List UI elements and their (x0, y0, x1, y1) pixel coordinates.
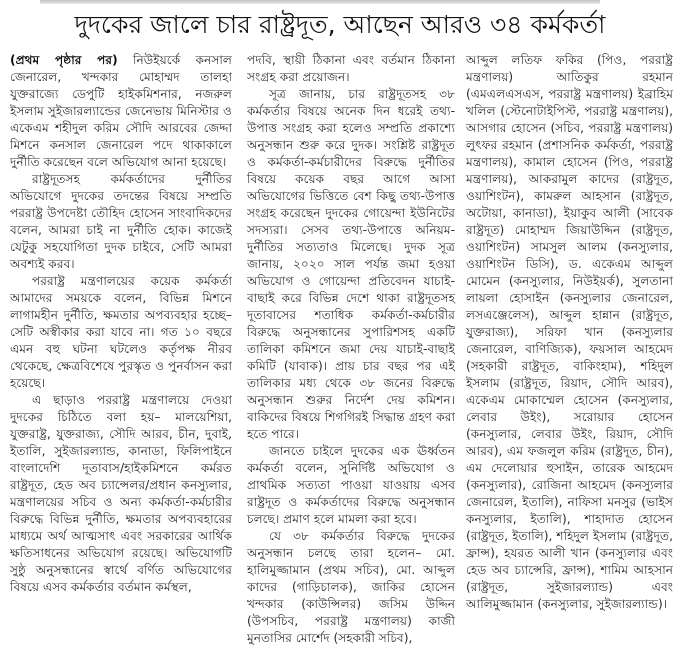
cropped-previous-line (40, 0, 600, 4)
paragraph: রাষ্ট্রদূতসহ কর্মকর্তাদের দুর্নীতির অভিযোগে দুদকের তদন্তের বিষয়ে সম্প্রতি পররাষ্ট্র উপদেষ্টা তৌহিদ হোসেন সাংবাদিকদের বলেন, আমরা চাই না দুর্নীতি হোক। কাজেই যেটুকু সহযোগিতা দুদক চাইবে, সেটি আমরা অবশ্যই করব। (10, 172, 232, 271)
paragraph: পদবি, স্থায়ী ঠিকানা এবং বর্তমান ঠিকানা সংগ্রহ করা প্রয়োজন। (247, 53, 455, 84)
continuation-marker: (প্রথম পৃষ্ঠার পর) (10, 53, 118, 67)
article-column-2 (247, 52, 455, 647)
article-column-1 (10, 52, 232, 596)
paragraph: জানতে চাইলে দুদকের এক ঊর্ধ্বতন কর্মকর্তা বলেন, সুনির্দিষ্ট অভিযোগ ও প্রাথমিক সত্যতা পাওয়া যাওয়ায় এসব রাষ্ট্রদূত ও কর্মকর্তাদের বিরুদ্ধে অনুসন্ধান চলছে। প্রমাণ হলে মামলা করা হবে। (247, 444, 455, 526)
paragraph: এ ছাড়াও পররাষ্ট্র মন্ত্রণালয়ে দেওয়া দুদকের চিঠিতে বলা হয়– মালয়েশিয়া, যুক্তরাষ্ট্র, যুক্তরাজ্য, সৌদি আরব, চীন, দুবাই, ইতালি, সুইজারল্যান্ড, কানাডা, ফিলিপাইনে বাংলাদেশি দূতাবাস/হাইকমিশনে কর্মরত রাষ্ট্রদূত, হেড অব চ্যান্সেলর/প্রধান কনস্যুলার, মন্ত্রণালয়ের সচিব ও অন্য কর্মকর্তা-কর্মচারীর বিরুদ্ধে বিভিন্ন দুর্নীতি, ক্ষমতার অপব্যবহারের মাধ্যমে অর্থ আত্মসাৎ এবং সরকারের আর্থিক ক্ষতিসাধনের অভিযোগ রয়েছে। অভিযোগটি সুষ্ঠু অনুসন্ধানের স্বার্থে বর্ণিত অভিযোগের বিষয়ে এসব কর্মকর্তার বর্তমান কর্মস্থল, (10, 393, 232, 594)
headline: দুদকের জালে চার রাষ্ট্রদূত, আছেন আরও ৩৪ কর্মকর্তা (74, 10, 606, 39)
article-column-3 (466, 52, 673, 613)
paragraph: পররাষ্ট্র মন্ত্রণালয়ের কয়েক কর্মকর্তা আমাদের সময়কে বলেন, বিভিন্ন মিশনে লাগামহীন দুর্নীতি, ক্ষমতার অপব্যবহার হচ্ছে– সেটি অস্বীকার করা যাবে না। গত ১০ বছরে এমন বহু ঘটনা ঘটলেও কর্তৃপক্ষ নীরব থেকেছে, ক্ষেত্রবিশেষে পুরস্কৃত ও পুনর্বাসন করা হয়েছে। (10, 274, 232, 390)
paragraph (10, 52, 232, 171)
paragraph: সূত্র জানায়, চার রাষ্ট্রদূতসহ ৩৮ কর্মকর্তার বিষয়ে অনেক দিন ধরেই তথ্য-উপাত্ত সংগ্রহ করা হলেও সম্প্রতি প্রকাশ্যে অনুসন্ধান শুরু করে দুদক। সংশ্লিষ্ট রাষ্ট্রদূত ও কর্মকর্তা-কর্মচারীদের বিরুদ্ধে দুর্নীতির বিষয়ে কয়েক বছর আগে আসা অভিযোগের ভিত্তিতে বেশ কিছু তথ্য-উপাত্ত সংগ্রহ করেছেন দুদকের গোয়েন্দা ইউনিটের সদস্যরা। সেসব তথ্য-উপাত্তে অনিয়ম-দুর্নীতির সত্যতাও মিলেছে। দুদক সূত্র জানায়, ২০২০ সাল পর্যন্ত জমা হওয়া অভিযোগ ও গোয়েন্দা প্রতিবেদন যাচাই-বাছাই করে বিভিন্ন দেশে থাকা রাষ্ট্রদূতসহ দূতাবাসের শতাধিক কর্মকর্তা-কর্মচারীর বিরুদ্ধে অনুসন্ধানের সুপারিশসহ একটি তালিকা কমিশনে জমা দেয় যাচাই-বাছাই কমিটি (যাবাক)। প্রায় চার বছর পর এই তালিকার মধ্য থেকে ৩৮ জনের বিরুদ্ধে অনুসন্ধান শুরুর নির্দেশ দেয় কমিশন। বাকিদের বিষয়ে শিগগিরই সিদ্ধান্ত গ্রহণ করা হতে পারে। (247, 87, 455, 441)
paragraph-text: নিউইয়র্কে কনসাল জেনারেল, খন্দকার মোহাম্মদ তালহা যুক্তরাজ্যে ডেপুটি হাইকমিশনার, নজরুল ইসলাম সুইজারল্যান্ডের জেনেভায় মিনিস্টার ও একেএম শহীদুল করিম সৌদি আরবের জেদ্দা মিশনে কনসাল জেনারেল পদে থাকাকালে দুর্নীতি করেছেন বলে অভিযোগ আনা হয়েছে। (10, 53, 232, 169)
paragraph: যে ৩৮ কর্মকর্তার বিরুদ্ধে দুদকের অনুসন্ধান চলছে তারা হলেন– মো. হালিমুজ্জামান (প্রথম সচিব), মো. আব্দুল কাদের (গাড়িচালক), জাকির হোসেন খন্দকার (কাউন্সিলর) জসিম উদ্দিন (উপসচিব, পররাষ্ট্র মন্ত্রণালয়) কাজী মুনতাসির মোর্শেদ (সহকারী সচিব), (247, 529, 455, 645)
paragraph: আব্দুল লতিফ ফকির (পিও, পররাষ্ট্র মন্ত্রণালয়) আতিকুর রহমান (এমএলএসএস, পররাষ্ট্র মন্ত্রণালয়) ইব্রাহিম খলিল (স্টেনোটাইপিস্ট, পররাষ্ট্র মন্ত্রণালয়), আসগার হোসেন (সচিব, পররাষ্ট্র মন্ত্রণালয়) লুৎফর রহমান (প্রশাসনিক কর্মকর্তা, পররাষ্ট্র মন্ত্রণালয়), কামাল হোসেন (পিও, পররাষ্ট্র মন্ত্রণালয়), আকরামুল কাদের (রাষ্ট্রদূত, ওয়াশিংটন), কামরুল আহসান (রাষ্ট্রদূত, অটোয়া, কানাডা), ইয়াকুব আলী (সাবেক রাষ্ট্রদূত) মোহাম্মদ জিয়াউদ্দিন (রাষ্ট্রদূত, ওয়াশিংটন) সামসুল আলম (কনস্যুলার, ওয়াশিংটন ডিসি), ড. একেএম আব্দুল মোমেন (কনস্যুলার, নিউইয়র্ক), সুলতানা লায়লা হোসাইন (কনস্যুলার জেনারেল, লসএঞ্জেলেস), আব্দুল হান্নান (রাষ্ট্রদূত, যুক্তরাজ্য), সরিফা খান (কনস্যুলার জেনারেল, বাণিজ্যিক), ফয়সাল আহমেদ (সহকারী রাষ্ট্রদূত, বাকিংহাম), শহিদুল ইসলাম (রাষ্ট্রদূত, রিয়াদ, সৌদি আরব), একেএম মোকাম্মেল হোসেন (কনস্যুলার, লেবার উইং), সরোয়ার হোসেন (কনস্যুলার, লেবার উইং, রিয়াদ, সৌদি আরব), এম ফজলুল করিম (রাষ্ট্রদূত, চীন), এম দেলোয়ার হুসাইন, তারেক আহমেদ (কনস্যুলার), রোজিনা আহমেদ (কনস্যুলার জেনারেল, ইতালি), নাফিসা মনসুর (ভাইস কনস্যুলার, ইতালি), শাহাদাত হোসেন (রাষ্ট্রদূত, ইতালি), শহিদুল ইসলাম (রাষ্ট্রদূত, ফ্রান্স), হযরত আলী খান (কনস্যুলার এবং হেড অব চ্যান্সেরি, ফ্রান্স), শামিম আহসান (রাষ্ট্রদূত, সুইজারল্যান্ড) এবং আলিমুজ্জামান (কনস্যুলার, সুইজারল্যান্ড)। (466, 53, 673, 611)
